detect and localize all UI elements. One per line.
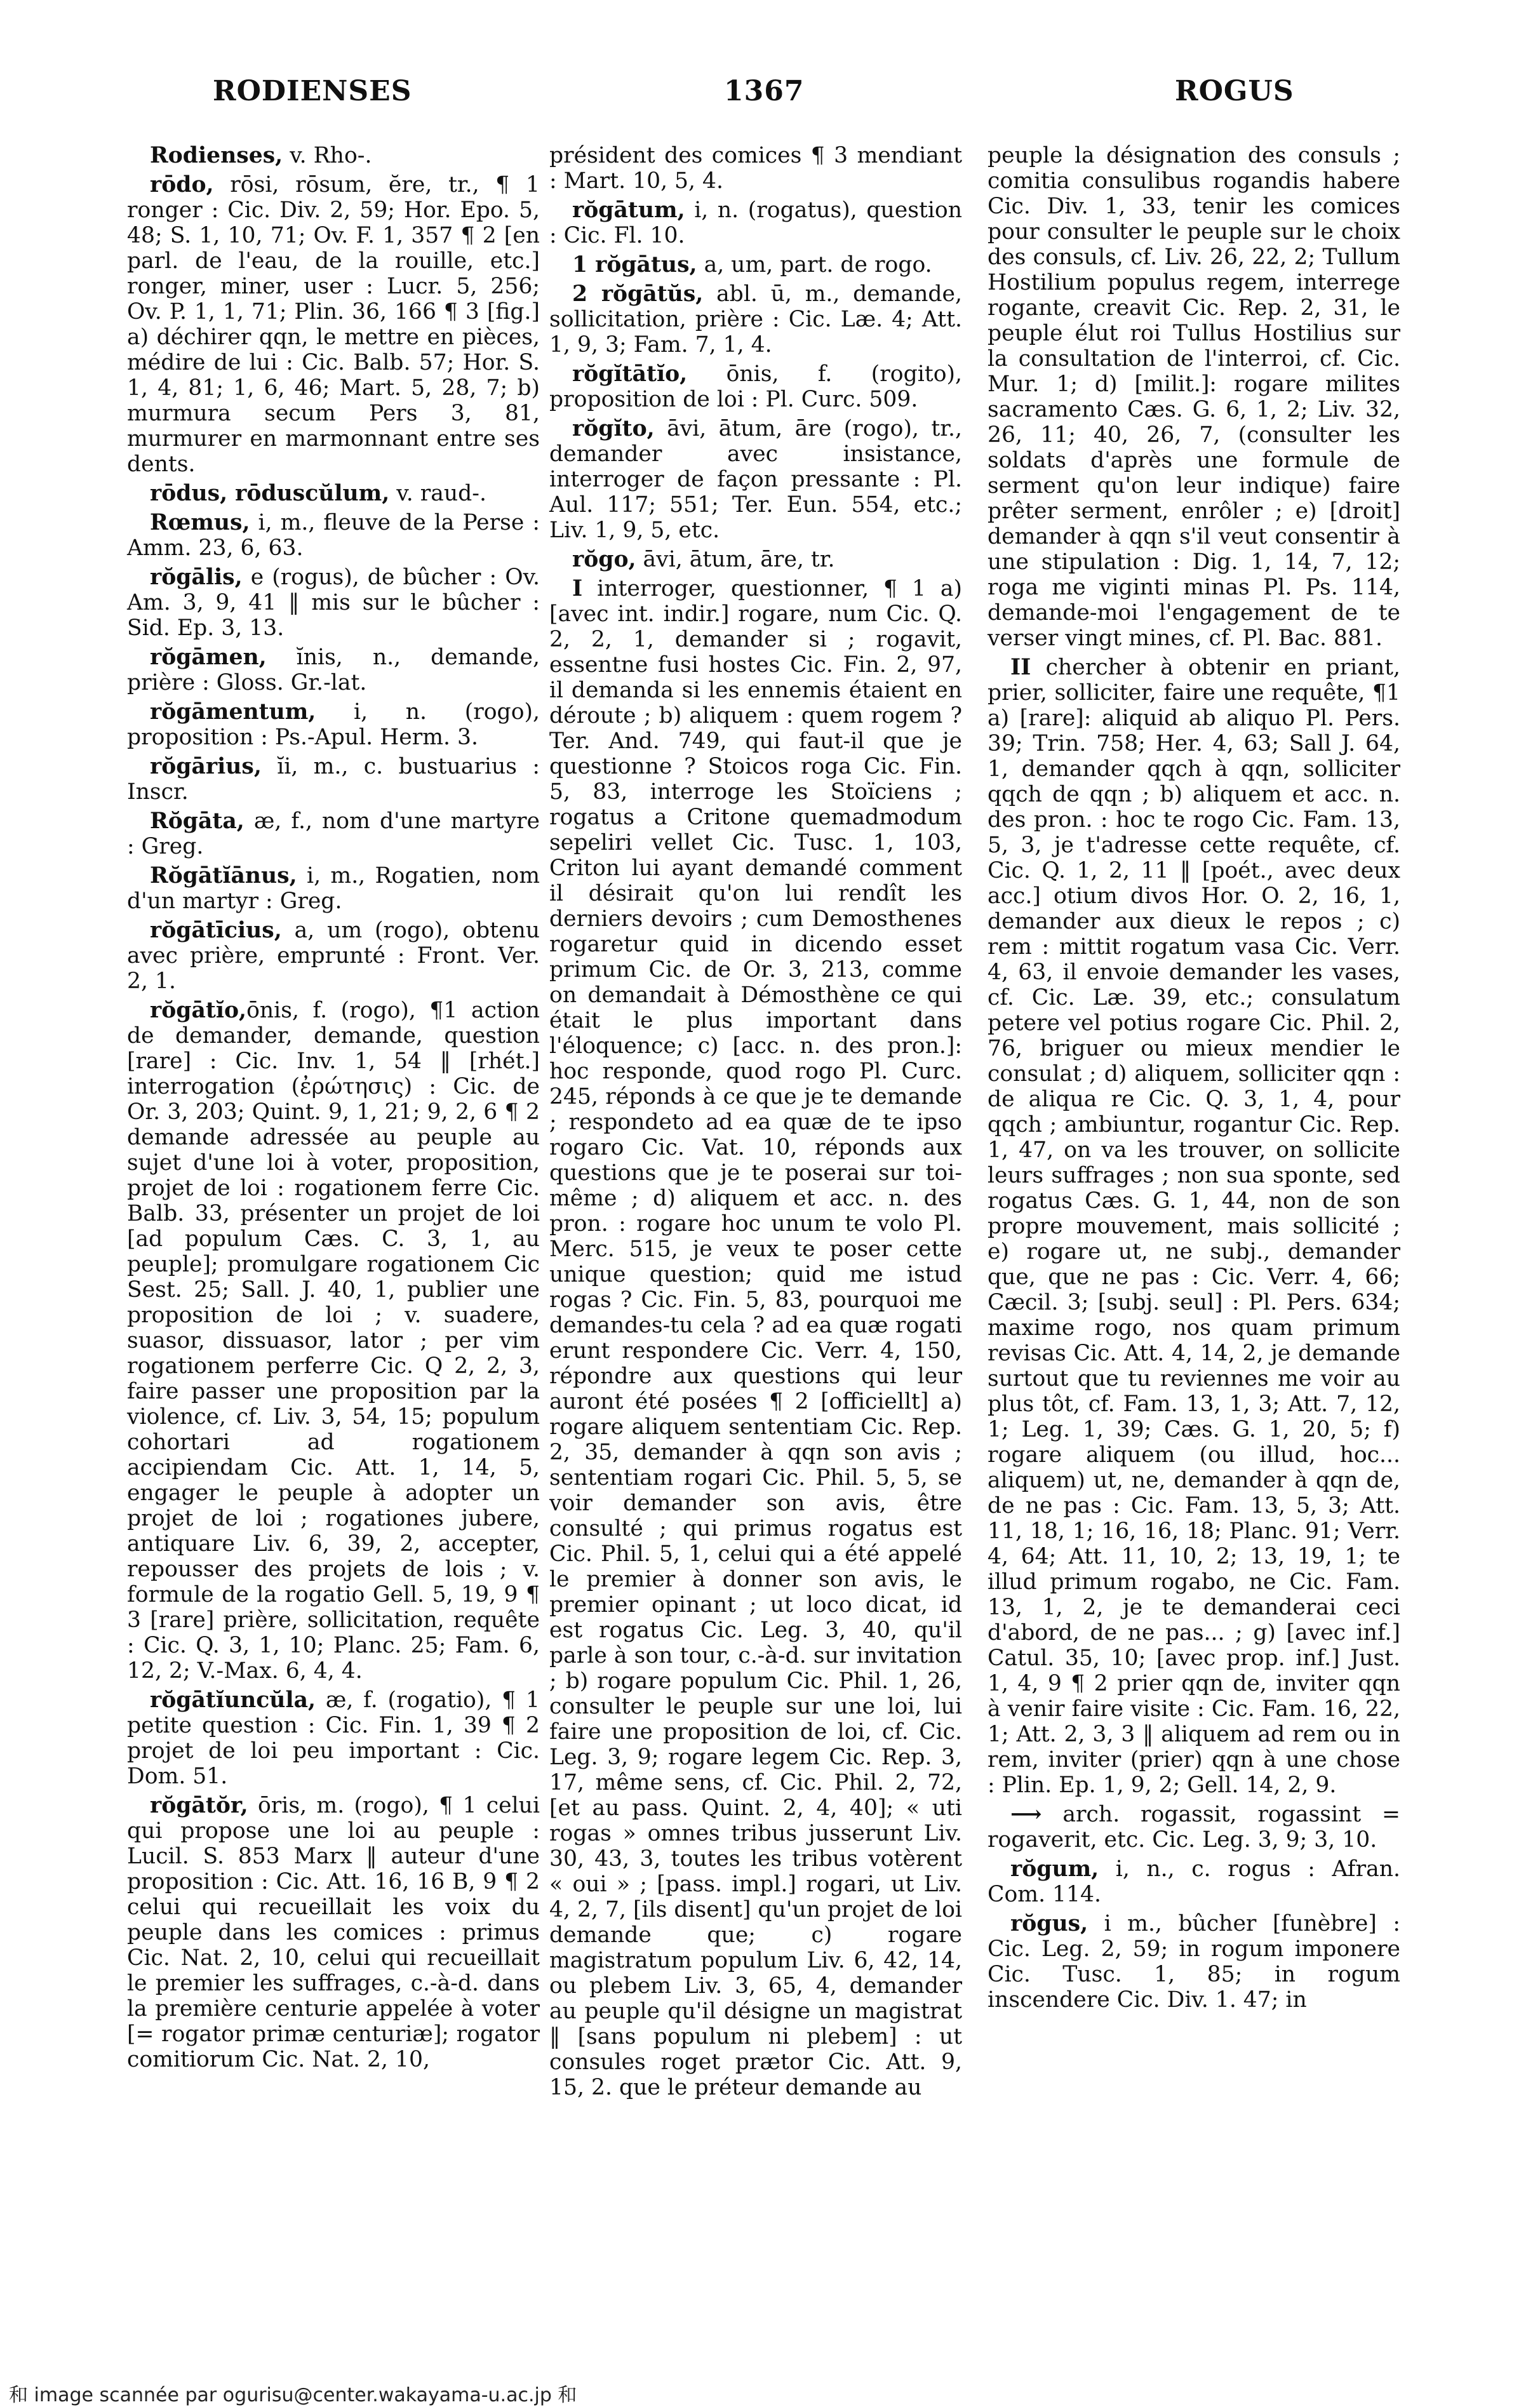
headword: Rŏgātĭānus, [150, 863, 297, 888]
headword: rŏgātĭuncŭla, [150, 1687, 316, 1713]
definition-text: i, n., c. rogus : Afran. Com. 114. [988, 1856, 1400, 1907]
definition-text: v. Rho-. [283, 143, 372, 168]
headword: II [1010, 655, 1031, 680]
headword: I [572, 576, 583, 601]
dictionary-entry [127, 808, 540, 859]
definition-text: v. raud-. [389, 481, 486, 506]
dictionary-entry [127, 510, 540, 561]
definition-text: i, m., fleuve de la Perse : Amm. 23, 6, 63. [127, 510, 540, 561]
headword: rŏgātĭo, [150, 998, 247, 1023]
dictionary-entry [127, 172, 540, 477]
dictionary-entry [549, 143, 962, 194]
dictionary-entry [127, 754, 540, 805]
headword: 1 rŏgātus, [572, 252, 697, 278]
dictionary-entry [988, 655, 1400, 1798]
dictionary-entry [127, 143, 540, 168]
definition-text: āvi, ātum, āre, tr. [636, 547, 835, 572]
dictionary-entry [127, 998, 540, 1684]
headword: rŏgātŏr, [150, 1793, 248, 1818]
dictionary-entry [549, 252, 962, 278]
dictionary-entry [988, 1802, 1400, 1853]
page-number: 1367 [724, 75, 805, 107]
headword: rōdo, [150, 172, 214, 198]
dictionary-entry [127, 481, 540, 506]
headword: 2 rŏgātŭs, [572, 281, 704, 307]
definition-text: ōris, m. (rogo), ¶ 1 celui qui propose une loi au peuple : Lucil. S. 853 Marx ‖ auteur d'une proposition : Cic. Att. 16, 16 B, 9 ¶ 2 celui qui recueillait les voix du peuple dans les comices : primus Cic. Nat. 2, 10, celui qui recueillait le premier les suffrages, c.-à-d. dans la première centurie appelée à voter [= rogator primæ centuriæ]; rogator comitiorum Cic. Nat. 2, 10, [127, 1793, 540, 2072]
dictionary-entry [549, 576, 962, 2100]
definition-text: a, um, part. de rogo. [697, 252, 932, 278]
definition-text: æ, f., nom d'une martyre : Greg. [127, 808, 540, 859]
definition-text: ĭnis, n., demande, prière : Gloss. Gr.-lat. [127, 645, 540, 695]
headword: Rodienses, [150, 143, 283, 168]
headword: Rœmus, [150, 510, 250, 535]
dictionary-entry [549, 281, 962, 358]
definition-text: æ, f. (rogatio), ¶ 1 petite question : Cic. Fin. 1, 39 ¶ 2 projet de loi peu important : Cic. Dom. 51. [127, 1687, 540, 1789]
definition-text: i, n. (rogatus), question : Cic. Fl. 10. [549, 198, 962, 248]
text-column-1 [127, 143, 540, 2076]
dictionary-entry [988, 1911, 1400, 2013]
definition-text: abl. ū, m., demande, sollicitation, prière : Cic. Læ. 4; Att. 1, 9, 3; Fam. 7, 1, 4. [549, 281, 962, 358]
definition-text: ĭi, m., c. bustuarius : Inscr. [127, 754, 540, 805]
definition-text: a, um (rogo), obtenu avec prière, emprunté : Front. Ver. 2, 1. [127, 918, 540, 994]
running-head-left: RODIENSES [213, 75, 412, 107]
definition-text: i, n. (rogo), proposition : Ps.-Apul. Herm. 3. [127, 699, 540, 750]
scan-credit: 和 image scannée par ogurisu@center.wakayama-u.ac.jp 和 [9, 2384, 577, 2406]
headword: rŏgāmen, [150, 645, 267, 670]
headword: rŏgus, [1010, 1911, 1088, 1936]
headword: rŏgārius, [150, 754, 262, 779]
text-column-3 [988, 143, 1400, 2016]
definition-text: ōnis, f. (rogo), ¶1 action de demander, demande, question [rare] : Cic. Inv. 1, 54 ‖ [rhét.] interrogation (ἐρώτησις) : Cic. de Or. 3, 203; Quint. 9, 1, 21; 9, 2, 6 ¶ 2 demande adressée au peuple au sujet d'une loi à voter, proposition, projet de loi : rogationem ferre Cic. Balb. 33, présenter un projet de loi [ad populum Cæs. C. 3, 1, au peuple]; promulgare rogationem Cic Sest. 25; Sall. J. 40, 1, publier une proposition de loi ; v. suadere, suasor, dissuasor, lator ; per vim rogationem perferre Cic. Q 2, 2, 3, faire passer une proposition par la violence, cf. Liv. 3, 54, 15; populum cohortari ad rogationem accipiendam Cic. Att. 1, 14, 5, engager le peuple à adopter un projet de loi ; rogationes jubere, antiquare Liv. 6, 39, 2, accepter, repousser des projets de lois ; v. formule de la rogatio Gell. 5, 19, 9 ¶ 3 [rare] prière, sollicitation, requête : Cic. Q. 3, 1, 10; Planc. 25; Fam. 6, 12, 2; V.-Max. 6, 4, 4. [127, 998, 540, 1684]
definition-text: rōsi, rōsum, ĕre, tr., ¶ 1 ronger : Cic. Div. 2, 59; Hor. Epo. 5, 48; S. 1, 10, 71; Ov. F. 1, 357 ¶ 2 [en parl. de l'eau, de la rouille, etc.] ronger, miner, user : Lucr. 5, 256; Ov. P. 1, 1, 71; Plin. 36, 166 ¶ 3 [fig.] a) déchirer qqn, le mettre en pièces, médire de lui : Cic. Balb. 57; Hor. S. 1, 4, 81; 1, 6, 46; Mart. 5, 28, 7; b) murmura secum Pers 3, 81, murmurer en marmonnant entre ses dents. [127, 172, 540, 477]
headword: rŏgātīcius, [150, 918, 282, 943]
headword: rŏgĭtātĭo, [572, 361, 688, 387]
dictionary-entry [549, 198, 962, 248]
dictionary-entry [127, 645, 540, 695]
dictionary-entry [127, 863, 540, 914]
dictionary-entry [988, 1856, 1400, 1907]
definition-text: i, m., Rogatien, nom d'un martyr : Greg. [127, 863, 540, 914]
headword: rŏgum, [1010, 1856, 1099, 1882]
definition-text: peuple la désignation des consuls ; comitia consulibus rogandis habere Cic. Div. 1, 33, tenir les comices pour consulter le peuple sur le choix des consuls, cf. Liv. 26, 22, 2; Tullum Hostilium populus regem, interrege rogante, creavit Cic. Rep. 2, 31, le peuple élut roi Tullus Hostilius sur la consultation de l'interroi, cf. Cic. Mur. 1; d) [milit.]: rogare milites sacramento Cæs. G. 6, 1, 2; Liv. 32, 26, 11; 40, 26, 7, (consulter les soldats d'après une formule de serment qu'on leur indique) faire prêter serment, enrôler ; e) [droit] demander à qqn s'il veut consentir à une stipulation : Dig. 1, 14, 7, 12; roga me viginti minas Pl. Ps. 114, demande-moi l'engagement de te verser vingt mines, cf. Pl. Bac. 881. [988, 143, 1400, 651]
dictionary-entry [127, 565, 540, 641]
definition-text: arch. rogassit, rogassint = rogaverit, etc. Cic. Leg. 3, 9; 3, 10. [988, 1802, 1400, 1853]
headword: rŏgo, [572, 547, 636, 572]
headword: rŏgātum, [572, 198, 685, 223]
definition-text: āvi, ātum, āre (rogo), tr., demander avec insistance, interroger de façon pressante : Pl. Aul. 117; 551; Ter. Eun. 554, etc.; Liv. 1, 9, 5, etc. [549, 416, 962, 543]
headword: rōdus, rōduscŭlum, [150, 481, 390, 506]
headword: Rŏgāta, [150, 808, 244, 834]
dictionary-entry [127, 1687, 540, 1789]
dictionary-entry [549, 416, 962, 543]
headword: rŏgāmentum, [150, 699, 316, 725]
dictionary-entry [549, 547, 962, 572]
dictionary-entry [127, 699, 540, 750]
running-head-right: ROGUS [1175, 75, 1294, 107]
dictionary-entry [988, 143, 1400, 651]
headword: ⟶ [1010, 1802, 1042, 1827]
definition-text: interroger, questionner, ¶ 1 a) [avec int. indir.] rogare, num Cic. Q. 2, 2, 1, demander si ; rogavit, essentne fusi hostes Cic. Fin. 2, 97, il demanda si les ennemis étaient en déroute ; b) aliquem : quem rogem ? Ter. And. 749, qui faut-il que je questionne ? Stoicos roga Cic. Fin. 5, 83, interroge les Stoïciens ; rogatus a Critone quemadmodum sepeliri vellet Cic. Tusc. 1, 103, Criton lui ayant demandé comment il désirait qu'on lui rendît les derniers devoirs ; cum Demosthenes rogaretur quid in dicendo esset primum Cic. de Or. 3, 213, comme on demandait à Démosthène ce qui était le plus important dans l'éloquence; c) [acc. n. des pron.]: hoc responde, quod rogo Pl. Curc. 245, réponds à ce que je te demande ; respondeto ad ea quæ de te ipso rogaro Cic. Vat. 10, réponds aux questions que je te poserai sur toi-même ; d) aliquem et acc. n. des pron. : rogare hoc unum te volo Pl. Merc. 515, je veux te poser cette unique question; quid me istud rogas ? Cic. Fin. 5, 83, pourquoi me demandes-tu cela ? ad ea quæ rogati erunt respondere Cic. Verr. 4, 150, répondre aux questions qui leur auront été posées ¶ 2 [officiellt] a) rogare aliquem sententiam Cic. Rep. 2, 35, demander à qqn son avis ; sententiam rogari Cic. Phil. 5, 5, se voir demander son avis, être consulté ; qui primus rogatus est Cic. Phil. 5, 1, celui qui a été appelé le premier à donner son avis, le premier opinant ; ut loco dicat, id est rogatus Cic. Leg. 3, 40, qu'il parle à son tour, c.-à-d. sur invitation ; b) rogare populum Cic. Phil. 1, 26, consulter le peuple sur une loi, lui faire une proposition de loi, cf. Cic. Leg. 3, 9; rogare legem Cic. Rep. 3, 17, même sens, cf. Cic. Phil. 2, 72, [et au pass. Quint. 2, 4, 40]; « uti rogas » omnes tribus jusserunt Liv. 30, 43, 3, toutes les tribus votèrent « oui » ; [pass. impl.] rogari, ut Liv. 4, 2, 7, [ils disent] qu'un projet de loi demande que; c) rogare magistratum populum Liv. 6, 42, 14, ou plebem Liv. 3, 65, 4, demander au peuple qu'il désigne un magistrat ‖ [sans populum ni plebem] : ut consules roget prætor Cic. Att. 9, 15, 2. que le préteur demande au [549, 576, 962, 2100]
text-column-2 [549, 143, 962, 2104]
definition-text: ōnis, f. (rogito), proposition de loi : Pl. Curc. 509. [549, 361, 962, 412]
definition-text: i m., bûcher [funèbre] : Cic. Leg. 2, 59; in rogum imponere Cic. Tusc. 1, 85; in rogum inscendere Cic. Div. 1. 47; in [988, 1911, 1400, 2013]
definition-text: chercher à obtenir en priant, prier, solliciter, faire une requête, ¶1 a) [rare]: aliquid ab aliquo Pl. Pers. 39; Trin. 758; Her. 4, 63; Sall J. 64, 1, demander qqch à qqn, solliciter qqch de qqn ; b) aliquem et acc. n. des pron. : hoc te rogo Cic. Fam. 13, 5, 3, je t'adresse cette requête, cf. Cic. Q. 1, 2, 11 ‖ [poét., avec deux acc.] otium divos Hor. O. 2, 16, 1, demander aux dieux le repos ; c) rem : mittit rogatum vasa Cic. Verr. 4, 63, il envoie demander les vases, cf. Cic. Læ. 39, etc.; consulatum petere vel potius rogare Cic. Phil. 2, 76, briguer ou mieux mendier le consulat ; d) aliquem, solliciter qqn : de aliqua re Cic. Q. 3, 1, 4, pour qqch ; ambiuntur, rogantur Cic. Rep. 1, 47, on va les trouver, on sollicite leurs suffrages ; non sua sponte, sed rogatus Cæs. G. 1, 44, non de son propre mouvement, mais sollicité ; e) rogare ut, ne subj., demander que, que ne pas : Cic. Verr. 4, 66; Cæcil. 3; [subj. seul] : Pl. Pers. 634; maxime rogo, nos quam primum revisas Cic. Att. 4, 14, 2, je demande surtout que tu reviennes me voir au plus tôt, cf. Fam. 13, 1, 3; Att. 7, 12, 1; Leg. 1, 39; Cæs. G. 1, 20, 5; f) rogare aliquem (ou illud, hoc... aliquem) ut, ne, demander à qqn de, de ne pas : Cic. Fam. 13, 5, 3; Att. 11, 18, 1; 16, 16, 18; Planc. 91; Verr. 4, 64; Att. 11, 10, 2; 13, 19, 1; te illud primum rogabo, ne Cic. Fam. 13, 1, 2, je te demanderai ceci d'abord, de ne pas... ; g) [avec inf.] Catul. 35, 10; [avec prop. inf.] Just. 1, 4, 9 ¶ 2 prier qqn de, inviter qqn à venir faire visite : Cic. Fam. 16, 22, 1; Att. 2, 3, 3 ‖ aliquem ad rem ou in rem, inviter (prier) qqn à une chose : Plin. Ep. 1, 9, 2; Gell. 14, 2, 9. [988, 655, 1400, 1798]
definition-text: e (rogus), de bûcher : Ov. Am. 3, 9, 41 ‖ mis sur le bûcher : Sid. Ep. 3, 13. [127, 565, 540, 641]
dictionary-entry [127, 1793, 540, 2072]
headword: rŏgālis, [150, 565, 243, 590]
dictionary-entry [127, 918, 540, 994]
dictionary-entry [549, 361, 962, 412]
headword: rŏgĭto, [572, 416, 655, 441]
definition-text: président des comices ¶ 3 mendiant : Mart. 10, 5, 4. [549, 143, 962, 194]
